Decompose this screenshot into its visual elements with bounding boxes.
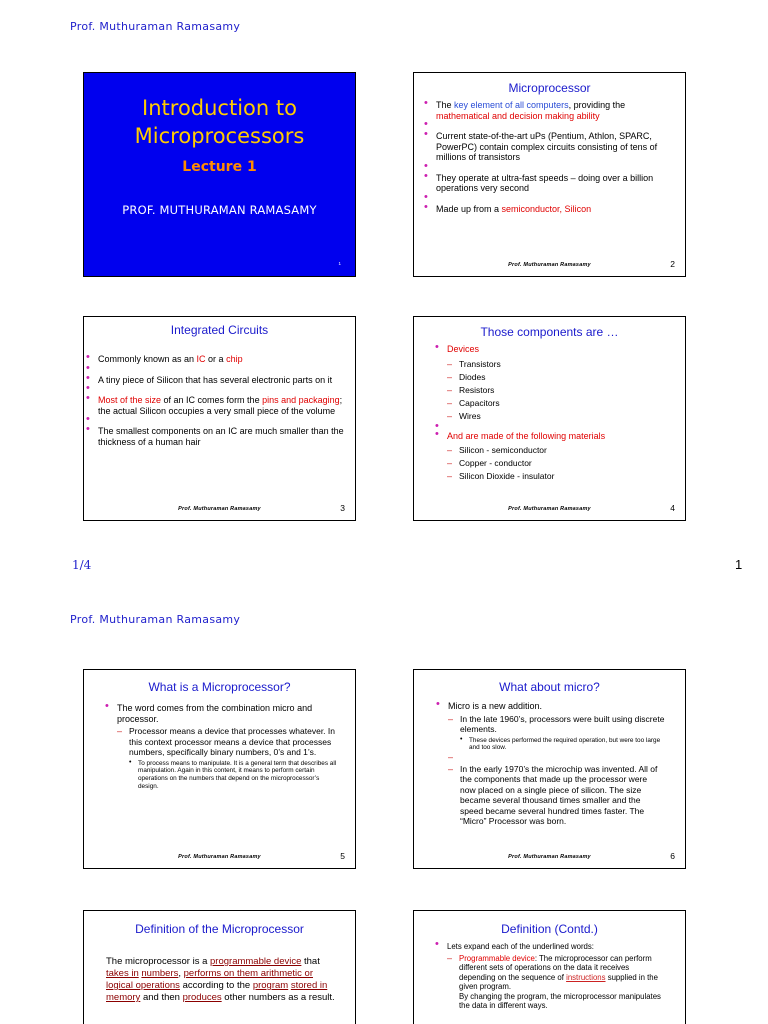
- sub-item: • These devices performed the required operation, but were too large and too slow.: [460, 737, 665, 752]
- slide-number: 5: [340, 851, 345, 861]
- device-item: – Capacitors: [447, 397, 675, 410]
- slide-number: 3: [340, 503, 345, 513]
- dash-list: [117, 726, 341, 790]
- device-item: – Diodes: [447, 371, 675, 384]
- slide-3: [83, 316, 356, 521]
- material-item: – Silicon - semiconductor: [447, 444, 675, 457]
- bullet-item: • Devices – Transistors – Diodes – Resistors – Capacitors – Wires: [435, 344, 675, 423]
- bullet-list: [424, 100, 675, 214]
- slide-footer: Prof. Muthuraman Ramasamy: [178, 854, 261, 860]
- author-name: PROF. MUTHURAMAN RAMASAMY: [122, 203, 317, 217]
- bullet-item: • And are made of the following materials – Silicon - semiconductor – Copper - conductor – Silicon Dioxide - insulator: [435, 431, 675, 484]
- definition-paragraph: The microprocessor is a programmable device that takes in numbers, performs on them arithmetic or logical operations according to the program stored in memory and then produces other numbers as a result.: [106, 956, 335, 1003]
- page-number: 1: [735, 557, 743, 572]
- lecture-label: Lecture 1: [182, 159, 257, 175]
- materials-list: [447, 444, 675, 483]
- slide-footer: Prof. Muthuraman Ramasamy: [178, 506, 261, 512]
- sub-list: [460, 737, 665, 752]
- bullet-item: • They operate at ultra-fast speeds – doing over a billion operations very second: [424, 173, 675, 194]
- dash-list: [447, 954, 665, 1011]
- bullet-item: • The word comes from the combination micro and processor. – Processor means a device that processes whatever. In this context processor means a device that processes numbers, specifically binary numbers, 0’s and 1’s. • To process means to manipulate. It is a general term that describes all manipulation. Again in this content, it means to perform certain operations on the numbers that depend on the microprocessor’s design.: [105, 703, 341, 790]
- slide-title: Those components are …: [480, 325, 619, 339]
- slide-number: 6: [670, 851, 675, 861]
- slide-title: Microprocessor: [508, 81, 591, 95]
- slide-title: Definition (Contd.): [501, 922, 598, 936]
- bullet-list: [86, 354, 349, 447]
- dash-list: [448, 714, 665, 827]
- devices-list: [447, 358, 675, 423]
- bullet-item: • The key element of all computers, providing the mathematical and decision making ability: [424, 100, 675, 121]
- slide-footer: Prof. Muthuraman Ramasamy: [508, 854, 591, 860]
- slide-title: Integrated Circuits: [170, 323, 269, 337]
- slide-footer: Prof. Muthuraman Ramasamy: [508, 506, 591, 512]
- bullet-list: [435, 344, 675, 483]
- slide-number: 4: [670, 503, 675, 513]
- slide-2: [413, 72, 686, 277]
- slide-8: [413, 910, 686, 1024]
- device-item: – Wires: [447, 410, 675, 423]
- title-line-1: Introduction to: [142, 96, 297, 120]
- sub-list: [129, 760, 341, 791]
- dash-item: – In the late 1960’s, processors were built using discrete elements. • These devices performed the required operation, but were too large and too slow.: [448, 714, 665, 752]
- dash-item: – In the early 1970’s the microchip was invented. All of the components that made up the processor were now placed on a single piece of silicon. The size became several thousand times smaller and the speed became several hundred times faster. The “Micro” Processor was born.: [448, 764, 665, 827]
- device-item: – Transistors: [447, 358, 675, 371]
- material-item: – Silicon Dioxide - insulator: [447, 470, 675, 483]
- page-fraction: 1/4: [72, 558, 92, 572]
- slide-number: 1: [338, 261, 341, 266]
- title-line-2: Microprocessors: [134, 124, 305, 148]
- page-header: Prof. Muthuraman Ramasamy: [70, 20, 241, 33]
- slide-title: Definition of the Microprocessor: [135, 922, 304, 936]
- slide-6: [413, 669, 686, 869]
- bullet-list: [105, 703, 341, 790]
- device-item: – Resistors: [447, 384, 675, 397]
- bullet-item: • Micro is a new addition. – In the late 1960’s, processors were built using discrete elements. • These devices performed the required operation, but were too large and too slow. – – In the early 1970’s the microchip was invented. All of the components that made up the processor were now placed on a single piece of silicon. The size became several thousand times smaller and the speed became several hundred times faster. The “Micro” Processor was born.: [436, 701, 665, 827]
- bullet-item: • Current state-of-the-art uPs (Pentium, Athlon, SPARC, PowerPC) contain complex circuits consisting of tens of millions of transistors: [424, 131, 675, 163]
- slide-title: What about micro?: [499, 680, 600, 694]
- slide-number: 2: [670, 259, 675, 269]
- material-item: – Copper - conductor: [447, 457, 675, 470]
- dash-item: – Processor means a device that processes whatever. In this context processor means a device that processes numbers, specifically binary numbers, 0’s and 1’s. • To process means to manipulate. It is a general term that describes all manipulation. Again in this content, it means to perform certain operations on the numbers that depend on the microprocessor’s design.: [117, 726, 341, 790]
- bullet-item: • Commonly known as an IC or a chip: [86, 354, 349, 365]
- slide-7: [83, 910, 356, 1024]
- dash-item: – Programmable device: The microprocessor can perform different sets of operations on the data it receives depending on the sequence of instructions supplied in the given program. By changing the program, the microprocessor manipulates the data in different ways.: [447, 954, 665, 1011]
- bullet-item: • Made up from a semiconductor, Silicon: [424, 204, 675, 215]
- slide-5: [83, 669, 356, 869]
- sub-item: • To process means to manipulate. It is a general term that describes all manipulation. Again in this content, it means to perform certain operations on the numbers that depend on the microprocessor’s design.: [129, 760, 341, 791]
- bullet-item: • Most of the size of an IC comes form the pins and packaging; the actual Silicon occupies a very small piece of the volume: [86, 395, 349, 416]
- bullet-item: • Lets expand each of the underlined words: – Programmable device: The microprocessor can perform different sets of operations on the data it receives depending on the sequence of instructions supplied in the given program. By changing the program, the microprocessor manipulates the data in different ways.: [435, 942, 665, 1011]
- bullet-item: • A tiny piece of Silicon that has several electronic parts on it: [86, 375, 349, 386]
- bullet-list: [435, 942, 665, 1011]
- slide-title: What is a Microprocessor?: [148, 680, 291, 694]
- bullet-list: [436, 701, 665, 827]
- bullet-item: • The smallest components on an IC are much smaller than the thickness of a human hair: [86, 426, 349, 447]
- page-header: Prof. Muthuraman Ramasamy: [70, 613, 241, 626]
- slide-4: [413, 316, 686, 521]
- slide-footer: Prof. Muthuraman Ramasamy: [508, 262, 591, 268]
- slide-1-title: [83, 72, 356, 277]
